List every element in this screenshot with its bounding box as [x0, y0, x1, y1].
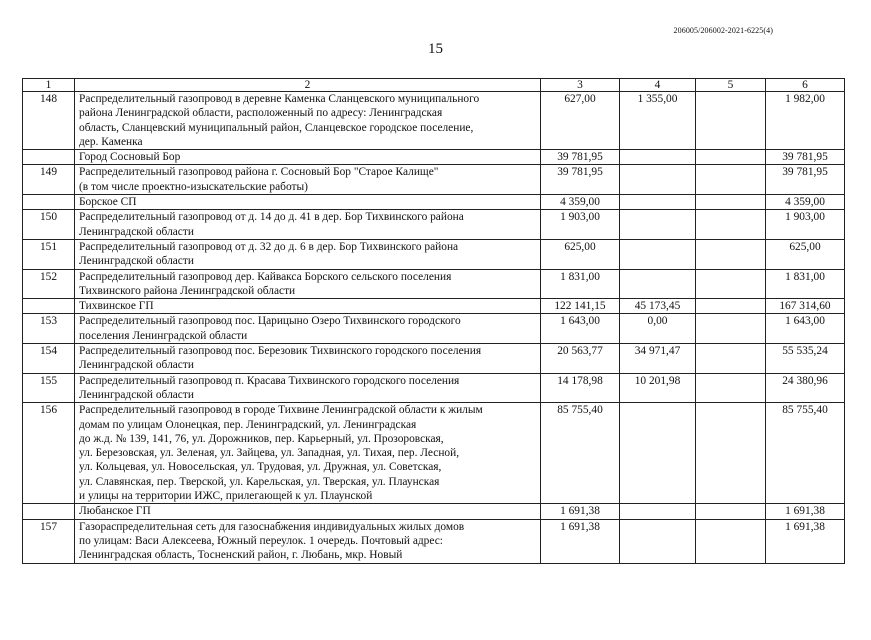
total-col6-cell: 1 643,00	[766, 314, 845, 344]
table-row	[23, 92, 845, 150]
total-col6-cell: 1 691,38	[766, 519, 845, 563]
description-line: Ленинградской области	[79, 388, 194, 401]
description-line: Ленинградской области	[79, 359, 194, 372]
table-row	[23, 150, 845, 165]
description-line: и улицы на территории ИЖС, прилегающей к ул. Плаунской	[79, 490, 373, 503]
amount-col5-cell	[696, 269, 766, 299]
row-number-cell: 148	[23, 92, 75, 150]
page-number: 15	[428, 41, 443, 57]
amount-col5-cell	[696, 299, 766, 314]
amount-col3-cell: 1 903,00	[541, 210, 620, 240]
description-line: Распределительный газопровод пос. Березовик Тихвинского городского поселения	[79, 345, 482, 358]
amount-col5-cell	[696, 314, 766, 344]
description-line: до ж.д. № 139, 141, 76, ул. Дорожников, пер. Карьерный, ул. Прозоровская,	[79, 432, 444, 445]
amount-col4-cell: 1 355,00	[620, 92, 696, 150]
table-row	[23, 210, 845, 240]
row-number-cell: 155	[23, 373, 75, 403]
amount-col3-cell: 1 691,38	[541, 519, 620, 563]
amount-col4-cell	[620, 239, 696, 269]
total-col6-cell: 1 982,00	[766, 92, 845, 150]
total-col6-cell: 39 781,95	[766, 165, 845, 195]
total-col6-cell: 4 359,00	[766, 195, 845, 210]
description-line: ул. Кольцевая, ул. Новосельская, ул. Трудовая, ул. Дружная, ул. Советская,	[79, 461, 442, 474]
amount-col3-cell: 122 141,15	[541, 299, 620, 314]
amount-col3-cell: 1 691,38	[541, 504, 620, 519]
row-number-cell	[23, 150, 75, 165]
amount-col5-cell	[696, 92, 766, 150]
total-col6-cell: 1 831,00	[766, 269, 845, 299]
description-cell	[75, 92, 541, 150]
description-line: ул. Славянская, пер. Тверской, ул. Карельская, ул. Тверская, ул. Плаунская	[79, 475, 440, 488]
amount-col3-cell: 20 563,77	[541, 344, 620, 374]
total-col6-cell: 167 314,60	[766, 299, 845, 314]
table-row	[23, 269, 845, 299]
total-col6-cell: 1 691,38	[766, 504, 845, 519]
amount-col3-cell: 14 178,98	[541, 373, 620, 403]
column-header-5: 5	[696, 79, 766, 92]
table-row	[23, 519, 845, 563]
table-row	[23, 195, 845, 210]
description-cell	[75, 239, 541, 269]
amount-col3-cell: 1 643,00	[541, 314, 620, 344]
description-line: (в том числе проектно-изыскательские работы)	[79, 180, 308, 193]
row-number-cell: 157	[23, 519, 75, 563]
description-line: района Ленинградской области, расположенный по адресу: Ленинградская	[79, 107, 443, 120]
description-line: Любанское ГП	[79, 505, 151, 518]
description-cell	[75, 344, 541, 374]
row-number-cell: 156	[23, 403, 75, 504]
amount-col5-cell	[696, 504, 766, 519]
column-header-6: 6	[766, 79, 845, 92]
description-cell	[75, 195, 541, 210]
description-line: ул. Березовская, ул. Зеленая, ул. Зайцева, ул. Западная, ул. Тихая, пер. Лесной,	[79, 447, 460, 460]
description-cell	[75, 373, 541, 403]
table-row	[23, 314, 845, 344]
amount-col5-cell	[696, 239, 766, 269]
column-header-4: 4	[620, 79, 696, 92]
total-col6-cell: 85 755,40	[766, 403, 845, 504]
total-col6-cell: 24 380,96	[766, 373, 845, 403]
amount-col4-cell	[620, 269, 696, 299]
row-number-cell: 149	[23, 165, 75, 195]
description-cell	[75, 150, 541, 165]
amount-col4-cell	[620, 504, 696, 519]
amount-col3-cell: 39 781,95	[541, 150, 620, 165]
table-row	[23, 344, 845, 374]
table-row	[23, 373, 845, 403]
amount-col3-cell: 4 359,00	[541, 195, 620, 210]
description-line: Распределительный газопровод дер. Кайвакса Борского сельского поселения	[79, 270, 452, 283]
description-line: Ленинградской области	[79, 255, 194, 268]
total-col6-cell: 55 535,24	[766, 344, 845, 374]
description-line: домам по улицам Олонецкая, пер. Ленинградский, ул. Ленинградская	[79, 418, 417, 431]
amount-col4-cell	[620, 150, 696, 165]
total-col6-cell: 1 903,00	[766, 210, 845, 240]
row-number-cell	[23, 195, 75, 210]
description-cell	[75, 269, 541, 299]
amount-col3-cell: 627,00	[541, 92, 620, 150]
total-col6-cell: 625,00	[766, 239, 845, 269]
amount-col5-cell	[696, 165, 766, 195]
description-line: Распределительный газопровод в деревне Каменка Сланцевского муниципального	[79, 93, 480, 105]
amount-col5-cell	[696, 210, 766, 240]
amount-col5-cell	[696, 519, 766, 563]
column-header-1: 1	[23, 79, 75, 92]
description-cell	[75, 165, 541, 195]
amount-col4-cell	[620, 210, 696, 240]
row-number-cell: 153	[23, 314, 75, 344]
description-line: область, Сланцевский муниципальный район, Сланцевское городское поселение,	[79, 121, 474, 134]
description-line: Ленинградская область, Тосненский район, г. Любань, мкр. Новый	[79, 549, 403, 562]
description-line: Тихвинское ГП	[79, 300, 154, 313]
row-number-cell	[23, 299, 75, 314]
amount-col3-cell: 1 831,00	[541, 269, 620, 299]
amount-col5-cell	[696, 373, 766, 403]
amount-col4-cell	[620, 403, 696, 504]
row-number-cell: 152	[23, 269, 75, 299]
amount-col4-cell: 10 201,98	[620, 373, 696, 403]
amount-col5-cell	[696, 150, 766, 165]
column-number-header-row	[23, 79, 845, 92]
row-number-cell: 150	[23, 210, 75, 240]
amount-col3-cell: 625,00	[541, 239, 620, 269]
amount-col5-cell	[696, 344, 766, 374]
amount-col4-cell: 45 173,45	[620, 299, 696, 314]
table-row	[23, 299, 845, 314]
description-line: Распределительный газопровод в городе Тихвине Ленинградской области к жилым	[79, 404, 483, 417]
description-line: Распределительный газопровод района г. Сосновый Бор "Старое Калище"	[79, 166, 439, 179]
amount-col4-cell	[620, 519, 696, 563]
total-col6-cell: 39 781,95	[766, 150, 845, 165]
row-number-cell: 151	[23, 239, 75, 269]
column-header-3: 3	[541, 79, 620, 92]
amount-col5-cell	[696, 403, 766, 504]
table-row	[23, 239, 845, 269]
amount-col3-cell: 39 781,95	[541, 165, 620, 195]
table-row	[23, 165, 845, 195]
description-cell	[75, 210, 541, 240]
description-line: Распределительный газопровод от д. 32 до д. 6 в дер. Бор Тихвинского района	[79, 240, 459, 253]
table-row	[23, 504, 845, 519]
column-header-2: 2	[75, 79, 541, 92]
description-line: Ленинградской области	[79, 225, 194, 238]
description-line: дер. Каменка	[79, 135, 143, 148]
description-line: по улицам: Васи Алексеева, Южный переулок. 1 очередь. Почтовый адрес:	[79, 534, 443, 547]
gas-pipeline-table	[22, 78, 845, 564]
description-line: Город Сосновый Бор	[79, 151, 181, 164]
description-line: Тихвинского района Ленинградской области	[79, 284, 296, 297]
table-row	[23, 403, 845, 504]
row-number-cell: 154	[23, 344, 75, 374]
document-number: 206005/206002-2021-6225(4)	[673, 26, 773, 35]
description-cell	[75, 403, 541, 504]
description-line: Борское СП	[79, 196, 137, 209]
description-line: Распределительный газопровод п. Красава Тихвинского городского поселения	[79, 374, 460, 387]
description-cell	[75, 519, 541, 563]
amount-col4-cell	[620, 165, 696, 195]
amount-col4-cell: 0,00	[620, 314, 696, 344]
description-line: поселения Ленинградской области	[79, 329, 248, 342]
description-cell	[75, 299, 541, 314]
description-line: Распределительный газопровод пос. Царицыно Озеро Тихвинского городского	[79, 315, 461, 328]
amount-col4-cell: 34 971,47	[620, 344, 696, 374]
amount-col3-cell: 85 755,40	[541, 403, 620, 504]
description-line: Газораспределительная сеть для газоснабжения индивидуальных жилых домов	[79, 520, 465, 533]
amount-col5-cell	[696, 195, 766, 210]
description-cell	[75, 314, 541, 344]
description-cell	[75, 504, 541, 519]
amount-col4-cell	[620, 195, 696, 210]
row-number-cell	[23, 504, 75, 519]
description-line: Распределительный газопровод от д. 14 до д. 41 в дер. Бор Тихвинского района	[79, 211, 464, 224]
